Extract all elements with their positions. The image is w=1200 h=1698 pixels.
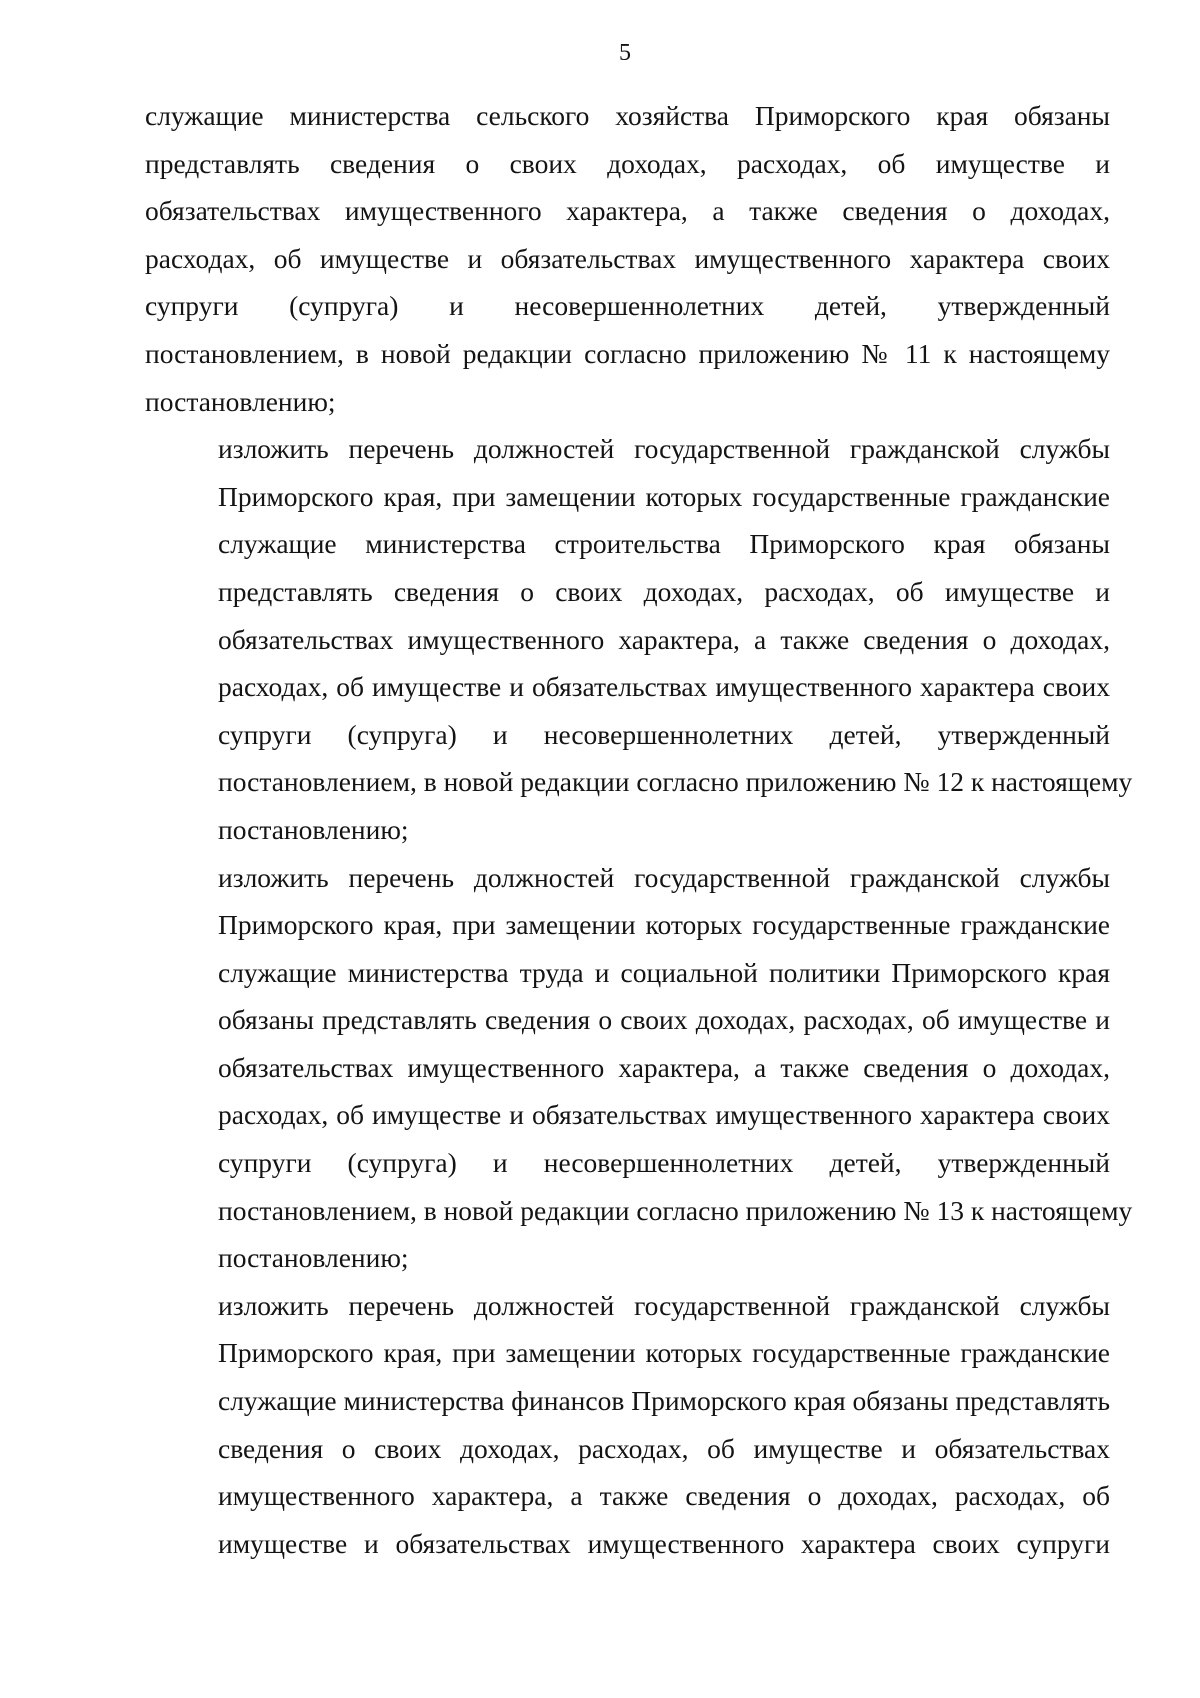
text-line: супруги (супруга) и несовершеннолетних детей, утвержденный (145, 290, 1110, 322)
text-line: служащие министерства финансов Приморского края обязаны представлять (218, 1385, 1110, 1417)
document-body (145, 92, 1133, 1567)
text-line: постановлению; (145, 385, 336, 417)
text-line: служащие министерства сельского хозяйства Приморского края обязаны (145, 100, 1110, 131)
text-line: постановлением, в новой редакции согласно приложению № 13 к настоящему (218, 1194, 1133, 1226)
text-line: расходах, об имуществе и обязательствах имущественного характера своих (218, 1099, 1110, 1131)
text-line: постановлению; (218, 1242, 409, 1274)
paragraph (145, 1282, 1110, 1568)
text-line: служащие министерства труда и социальной политики Приморского края (218, 956, 1110, 988)
text-line: имуществе и обязательствах имущественного характера своих супруги (218, 1527, 1110, 1559)
text-line: расходах, об имуществе и обязательствах имущественного характера своих (145, 242, 1110, 274)
text-line: сведения о своих доходах, расходах, об имуществе и обязательствах (218, 1432, 1110, 1464)
text-line: супруги (супруга) и несовершеннолетних детей, утвержденный (218, 718, 1110, 750)
text-line: обязательствах имущественного характера, а также сведения о доходах, (218, 1051, 1110, 1083)
text-line: служащие министерства строительства Приморского края обязаны (218, 528, 1110, 560)
text-line: представлять сведения о своих доходах, расходах, об имуществе и (218, 575, 1110, 607)
text-line: изложить перечень должностей государственной гражданской службы (218, 861, 1110, 893)
text-line: Приморского края, при замещении которых государственные гражданские (218, 1337, 1110, 1369)
page-number: 5 (619, 40, 631, 66)
text-line: изложить перечень должностей государственной гражданской службы (218, 1289, 1110, 1321)
text-line: обязательствах имущественного характера, а также сведения о доходах, (218, 623, 1110, 655)
text-line: постановлением, в новой редакции согласно приложению № 11 к настоящему (145, 337, 1110, 369)
paragraph (145, 92, 1110, 425)
text-line: изложить перечень должностей государственной гражданской службы (218, 433, 1110, 465)
text-line: представлять сведения о своих доходах, расходах, об имуществе и (145, 147, 1110, 179)
text-line: супруги (супруга) и несовершеннолетних детей, утвержденный (218, 1147, 1110, 1179)
text-line: обязаны представлять сведения о своих доходах, расходах, об имуществе и (218, 1004, 1110, 1036)
text-line: расходах, об имуществе и обязательствах имущественного характера своих (218, 671, 1110, 703)
text-line: постановлению; (218, 813, 409, 845)
text-line: Приморского края, при замещении которых государственные гражданские (218, 909, 1110, 941)
text-line: постановлением, в новой редакции согласно приложению № 12 к настоящему (218, 766, 1133, 798)
paragraph (145, 854, 1133, 1282)
paragraph (145, 425, 1133, 853)
text-line: обязательствах имущественного характера, а также сведения о доходах, (145, 195, 1110, 227)
text-line: Приморского края, при замещении которых государственные гражданские (218, 480, 1110, 512)
text-line: имущественного характера, а также сведения о доходах, расходах, об (218, 1480, 1110, 1512)
